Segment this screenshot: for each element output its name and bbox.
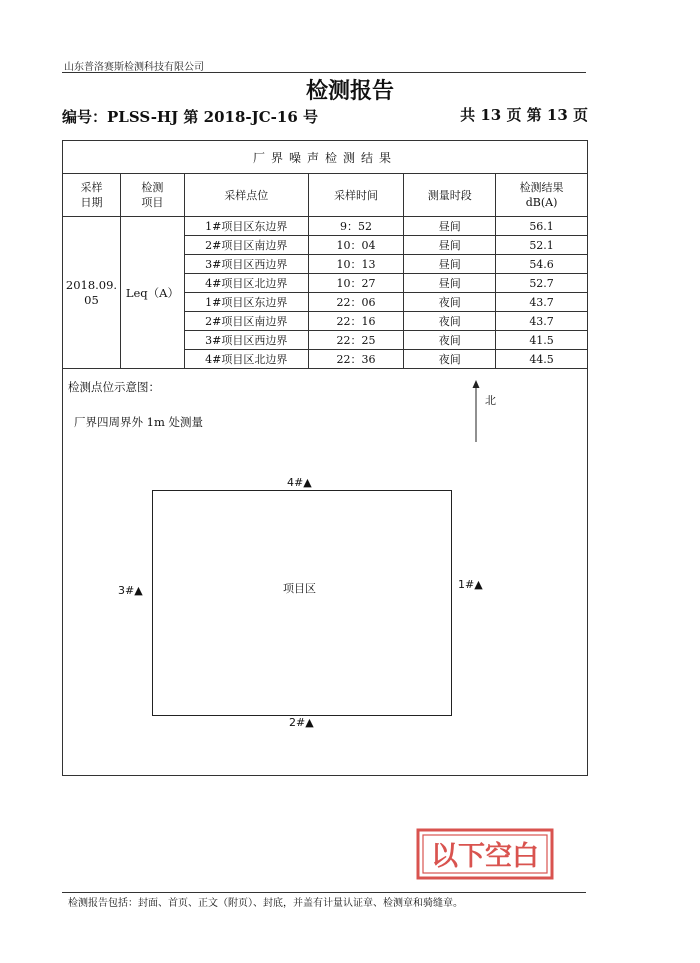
point-cell: 3#项目区西边界 <box>184 255 308 274</box>
document-number: 编号：PLSS-HJ 第 2018-JC-16 号 <box>62 108 318 126</box>
footer-divider <box>62 892 586 893</box>
result-cell: 52.1 <box>496 236 588 255</box>
noise-results-table <box>62 140 588 369</box>
period-cell: 夜间 <box>404 350 496 369</box>
time-cell: 10：27 <box>308 274 404 293</box>
column-header-date: 采样 日期 <box>63 174 121 217</box>
time-cell: 22：25 <box>308 331 404 350</box>
time-cell: 9：52 <box>308 217 404 236</box>
sampling-date-cell: 2018.09. 05 <box>63 217 121 369</box>
column-header-time: 采样时间 <box>308 174 404 217</box>
project-area-label: 项目区 <box>283 582 316 595</box>
point-cell: 3#项目区西边界 <box>184 331 308 350</box>
stamp-text: 以下空白 <box>431 841 539 872</box>
column-header-item: 检测 项目 <box>120 174 184 217</box>
diagram-label: 检测点位示意图： <box>68 380 160 394</box>
result-cell: 54.6 <box>496 255 588 274</box>
time-cell: 22：16 <box>308 312 404 331</box>
point-cell: 1#项目区东边界 <box>184 293 308 312</box>
page-info: 共 13 页 第 13 页 <box>460 106 588 124</box>
result-cell: 52.7 <box>496 274 588 293</box>
table-caption: 厂界噪声检测结果 <box>63 141 588 174</box>
footer-note: 检测报告包括：封面、首页、正文（附页）、封底，并盖有计量认证章、检测章和骑缝章。 <box>68 898 463 909</box>
period-cell: 昼间 <box>404 217 496 236</box>
point-cell: 4#项目区北边界 <box>184 274 308 293</box>
time-cell: 22：06 <box>308 293 404 312</box>
company-name: 山东普洛赛斯检测科技有限公司 <box>64 62 204 73</box>
point-cell: 4#项目区北边界 <box>184 350 308 369</box>
blank-below-stamp <box>416 828 554 880</box>
result-cell: 41.5 <box>496 331 588 350</box>
header-divider <box>62 72 586 73</box>
period-cell: 夜间 <box>404 331 496 350</box>
point-cell: 2#项目区南边界 <box>184 236 308 255</box>
result-cell: 56.1 <box>496 217 588 236</box>
result-cell: 44.5 <box>496 350 588 369</box>
point-cell: 2#项目区南边界 <box>184 312 308 331</box>
period-cell: 夜间 <box>404 312 496 331</box>
point-cell: 1#项目区东边界 <box>184 217 308 236</box>
time-cell: 22：36 <box>308 350 404 369</box>
page-title: 检测报告 <box>305 79 394 104</box>
test-item-cell: Leq（A） <box>120 217 184 369</box>
north-arrow-icon <box>471 380 481 442</box>
table-row <box>63 217 588 236</box>
diagram-note: 厂界四周界外 1m 处测量 <box>74 415 204 429</box>
period-cell: 昼间 <box>404 255 496 274</box>
period-cell: 夜间 <box>404 293 496 312</box>
north-label: 北 <box>485 394 496 407</box>
monitoring-point-1: 1#▲ <box>458 578 483 591</box>
time-cell: 10：04 <box>308 236 404 255</box>
column-header-period: 测量时段 <box>404 174 496 217</box>
column-header-point: 采样点位 <box>184 174 308 217</box>
project-area-boundary <box>152 490 452 716</box>
result-cell: 43.7 <box>496 312 588 331</box>
result-cell: 43.7 <box>496 293 588 312</box>
period-cell: 昼间 <box>404 236 496 255</box>
monitoring-point-4: 4#▲ <box>287 476 312 489</box>
time-cell: 10：13 <box>308 255 404 274</box>
period-cell: 昼间 <box>404 274 496 293</box>
monitoring-point-2: 2#▲ <box>289 716 314 729</box>
monitoring-point-3: 3#▲ <box>118 584 143 597</box>
column-header-result: 检测结果 dB(A) <box>496 174 588 217</box>
